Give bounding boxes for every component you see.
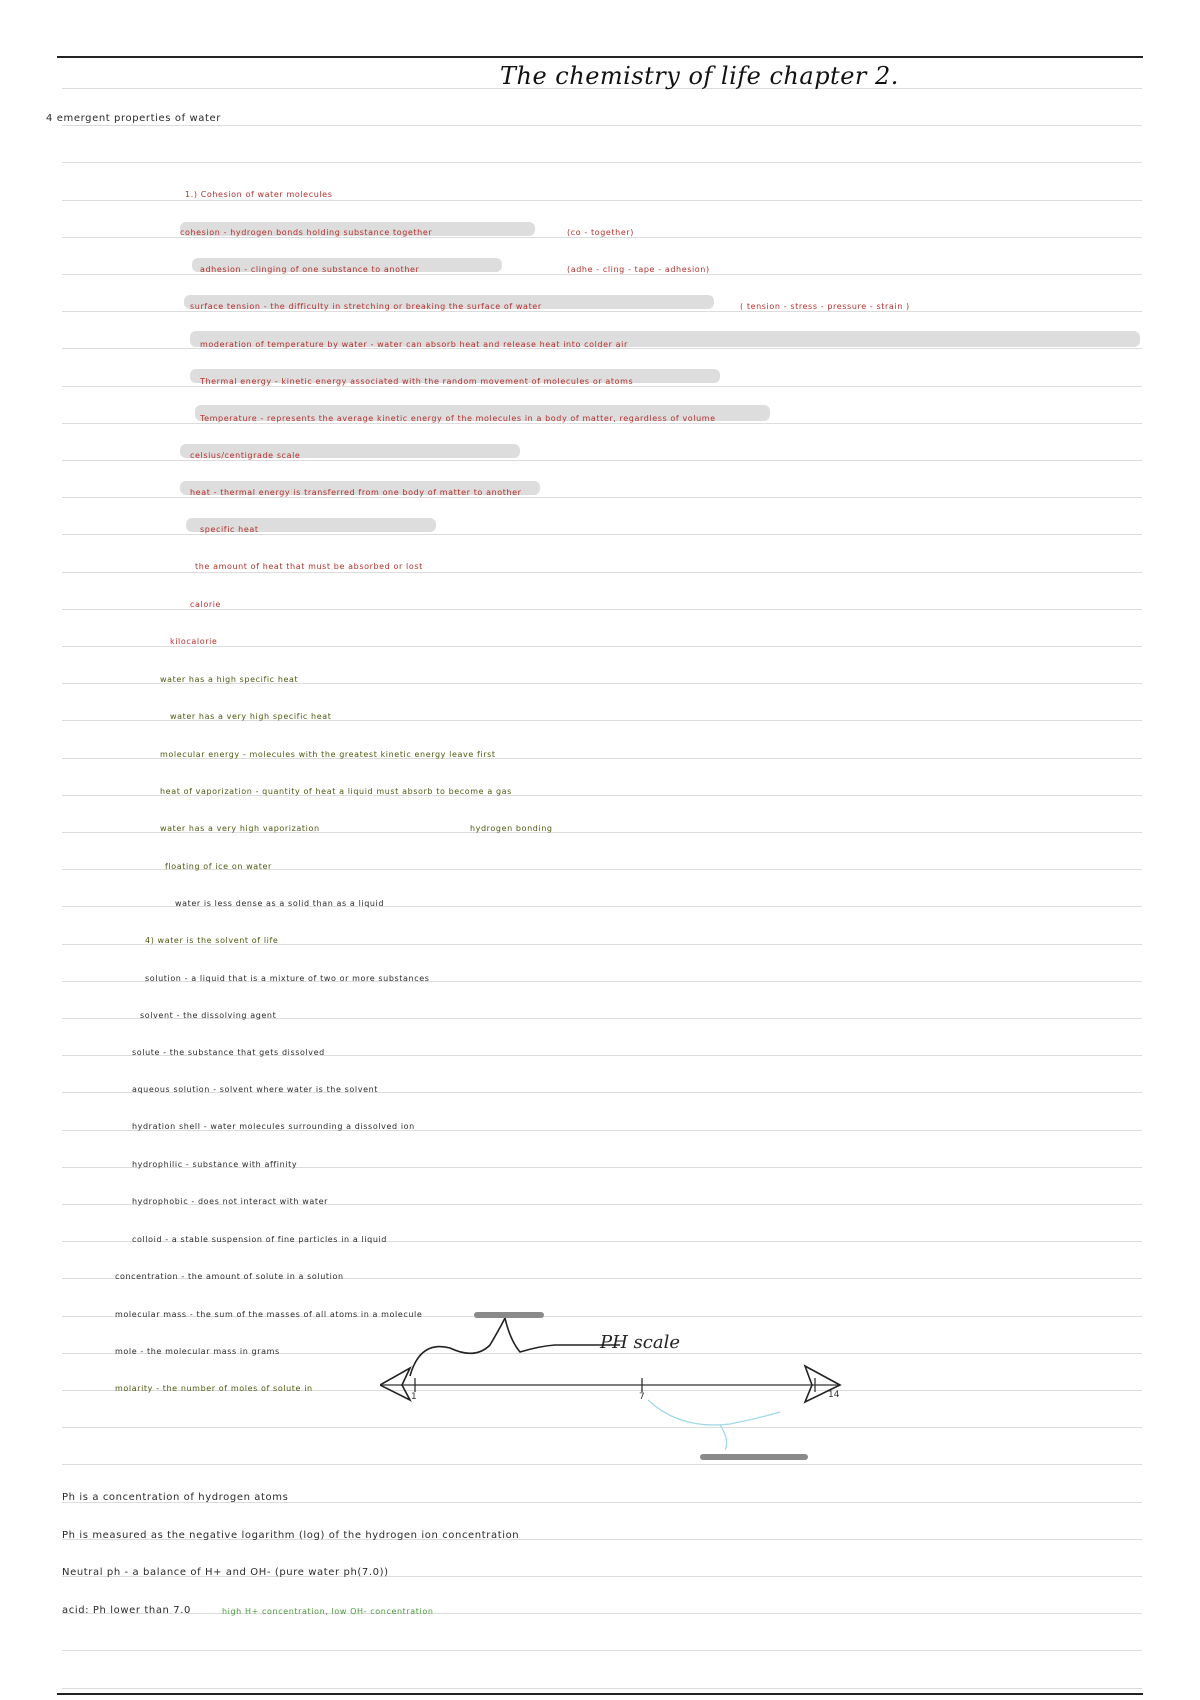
note-line: adhesion - clinging of one substance to another [200, 265, 420, 274]
ruled-line [62, 572, 1142, 573]
tick-label-7: 7 [639, 1392, 645, 1402]
note-aside: hydrogen bonding [470, 824, 553, 833]
basic-bracket [648, 1400, 780, 1425]
ruled-line [62, 162, 1142, 163]
note-line: water has a high specific heat [160, 675, 299, 684]
top-rule [57, 56, 1143, 58]
note-line: heat of vaporization - quantity of heat a liquid must absorb to become a gas [160, 787, 512, 796]
note-line: heat - thermal energy is transferred from one body of matter to another [190, 488, 522, 497]
note-line: molarity - the number of moles of solute in [115, 1384, 313, 1393]
basic-bracket-tail [720, 1425, 727, 1450]
bottom-rule [57, 1693, 1143, 1695]
note-line: solvent - the dissolving agent [140, 1011, 277, 1020]
note-line: molecular mass - the sum of the masses of all atoms in a molecule [115, 1310, 423, 1319]
note-line: celsius/centigrade scale [190, 451, 301, 460]
note-aside: (co - together) [567, 228, 634, 237]
note-line: 1.) Cohesion of water molecules [185, 190, 333, 199]
note-line: hydration shell - water molecules surrounding a dissolved ion [132, 1122, 415, 1131]
acid-note-tail: high H+ concentration, low OH- concentration [222, 1607, 434, 1616]
ruled-line [62, 274, 1142, 275]
note-line: solution - a liquid that is a mixture of two or more substances [145, 974, 430, 983]
note-line: calorie [190, 600, 222, 609]
ruled-line [62, 646, 1142, 647]
note-line: Thermal energy - kinetic energy associated with the random movement of molecules or atoms [200, 377, 634, 386]
ruled-line [62, 497, 1142, 498]
ruled-line [62, 311, 1142, 312]
ph-note-line: Neutral ph - a balance of H+ and OH- (pure water ph(7.0)) [62, 1567, 389, 1578]
note-line: kilocalorie [170, 637, 218, 646]
ruled-line [62, 1464, 1142, 1465]
note-line: Temperature - represents the average kinetic energy of the molecules in a body of matter, regardless of volume [200, 414, 716, 423]
basic-label-scribble [700, 1454, 808, 1460]
ruled-line [62, 534, 1142, 535]
ph-note-line: Ph is measured as the negative logarithm (log) of the hydrogen ion concentration [62, 1530, 520, 1541]
note-line: moderation of temperature by water - water can absorb heat and release heat into colder air [200, 340, 628, 349]
section-heading: 4 emergent properties of water [46, 113, 221, 124]
note-line: solute - the substance that gets dissolved [132, 1048, 325, 1057]
note-line: 4) water is the solvent of life [145, 936, 279, 945]
note-line: surface tension - the difficulty in stretching or breaking the surface of water [190, 302, 542, 311]
note-line: concentration - the amount of solute in a solution [115, 1272, 344, 1281]
note-aside: (adhe - cling - tape - adhesion) [567, 265, 710, 274]
tick-label-14: 14 [828, 1390, 840, 1400]
ruled-line [62, 125, 1142, 126]
note-line: mole - the molecular mass in grams [115, 1347, 280, 1356]
ph-scale-label: PH scale [600, 1332, 680, 1353]
note-line: the amount of heat that must be absorbed or lost [195, 562, 423, 571]
note-line: aqueous solution - solvent where water is the solvent [132, 1085, 378, 1094]
note-aside: ( tension - stress - pressure - strain ) [740, 302, 910, 311]
note-line: water has a very high vaporization [160, 824, 320, 833]
ruled-line [62, 609, 1142, 610]
note-line: water is less dense as a solid than as a liquid [175, 899, 385, 908]
ph-note-line: acid: Ph lower than 7.0 [62, 1605, 191, 1616]
scribble-line [410, 1318, 620, 1376]
ruled-line [62, 460, 1142, 461]
ruled-line [62, 200, 1142, 201]
note-line: hydrophobic - does not interact with water [132, 1197, 328, 1206]
ph-note-line: Ph is a concentration of hydrogen atoms [62, 1492, 289, 1503]
ruled-line [62, 1650, 1142, 1651]
page-title: The chemistry of life chapter 2. [500, 62, 899, 90]
ruled-line [62, 1688, 1142, 1689]
acidic-label-scribble [474, 1312, 544, 1318]
note-line: water has a very high specific heat [170, 712, 332, 721]
note-line: molecular energy - molecules with the greatest kinetic energy leave first [160, 750, 496, 759]
tick-label-1: 1 [411, 1392, 417, 1402]
note-line: hydrophilic - substance with affinity [132, 1160, 298, 1169]
note-line: specific heat [200, 525, 259, 534]
note-line: floating of ice on water [165, 862, 272, 871]
ph-scale-diagram [380, 1300, 880, 1460]
note-line: colloid - a stable suspension of fine particles in a liquid [132, 1235, 387, 1244]
note-line: cohesion - hydrogen bonds holding substance together [180, 228, 433, 237]
left-arrow-icon [380, 1368, 410, 1400]
